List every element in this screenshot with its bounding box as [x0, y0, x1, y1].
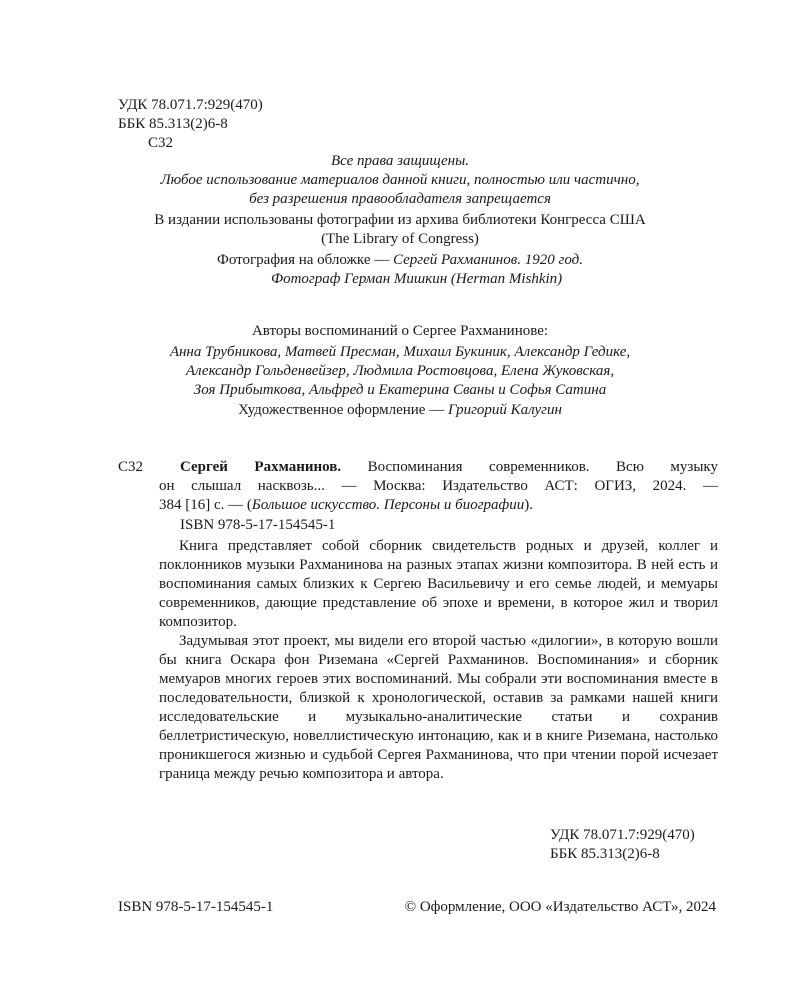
bottom-isbn: ISBN 978-5-17-154545-1: [118, 899, 274, 915]
cover-photographer: Фотограф Герман Мишкин (Herman Mishkin): [271, 271, 563, 287]
catalog-pages: 384 [16] с. — (: [159, 497, 252, 513]
catalog-series: Большое искусство. Персоны и биографии: [251, 497, 525, 513]
cover-credit: [0, 251, 800, 270]
udk-code: УДК 78.071.7:929(470): [118, 97, 263, 113]
footer-bbk-code: ББК 85.313(2)6-8: [550, 846, 660, 862]
authors-line-1: Анна Трубникова, Матвей Пресман, Михаил Букиник, Александр Гедике,: [169, 344, 631, 360]
rights-line-1: Все права защищены.: [330, 153, 470, 169]
catalog-line-2: он слышал насквозь... — Москва: Издательство АСТ: ОГИЗ, 2024. —: [159, 478, 718, 494]
catalog-isbn: ISBN 978-5-17-154545-1: [180, 517, 336, 533]
authors-heading: Авторы воспоминаний о Сергее Рахманинове:: [251, 323, 549, 339]
footer-udk-code: УДК 78.071.7:929(470): [550, 827, 695, 843]
author-mark: С32: [148, 135, 174, 151]
annotation-paragraph-1: Книга представляет собой сборник свидетельств родных и друзей, коллег и поклонников музыки Рахманинова на разных этапах жизни композитора. В ней есть и воспоминания самых близких к Сергею Васильевичу и его семье людей, и мемуары современников, дающие представление об эпохе и времени, в которое жил и творил композитор.: [159, 538, 718, 630]
copyright-notice: © Оформление, ООО «Издательство АСТ», 2024: [404, 899, 716, 915]
rights-line-3: без разрешения правообладателя запрещается: [249, 191, 551, 207]
bbk-code: ББК 85.313(2)6-8: [118, 116, 228, 132]
cover-credit-label: Фотография на обложке —: [217, 252, 393, 268]
rights-line-2: Любое использование материалов данной книги, полностью или частично,: [160, 172, 640, 188]
authors-line-2: Александр Гольденвейзер, Людмила Ростовцова, Елена Жуковская,: [185, 363, 615, 379]
catalog-code: С32: [118, 459, 144, 475]
catalog-line-3: [159, 496, 533, 515]
authors-line-3: Зоя Прибыткова, Альфред и Екатерина Сваны и Софья Сатина: [193, 382, 607, 398]
catalog-line-1: [180, 458, 718, 477]
catalog-title: Воспоминания современников. Всю музыку: [367, 459, 718, 475]
photos-note-line-2: (The Library of Congress): [321, 231, 479, 247]
design-credit: [0, 401, 800, 420]
catalog-author: Сергей Рахманинов.: [180, 459, 342, 475]
design-credit-name: Григорий Калугин: [447, 402, 562, 418]
annotation-paragraph-2: Задумывая этот проект, мы видели его второй частью «дилогии», в которую вошли бы книга Оскара фон Риземана «Сергей Рахманинов. Воспоминания» и сборник мемуаров многих героев этих воспоминаний. Мы собрали эти воспоминания вместе в последовательности, близкой к хронологической, оставив за рамками нашей книги исследовательские и музыкально-аналитические статьи и сохранив беллетристическую, новеллистическую интонацию, как и в книге Риземана, настолько проникшегося жизнью и судьбой Сергея Рахманинова, что при чтении порой исчезает граница между речью композитора и автора.: [159, 633, 718, 782]
catalog-line-end: ).: [524, 497, 533, 513]
design-credit-label: Художественное оформление —: [238, 402, 448, 418]
cover-credit-title: Сергей Рахманинов. 1920 год.: [392, 252, 583, 268]
annotation: [159, 537, 718, 784]
photos-note-line-1: В издании использованы фотографии из архива библиотеки Конгресса США: [154, 212, 646, 228]
